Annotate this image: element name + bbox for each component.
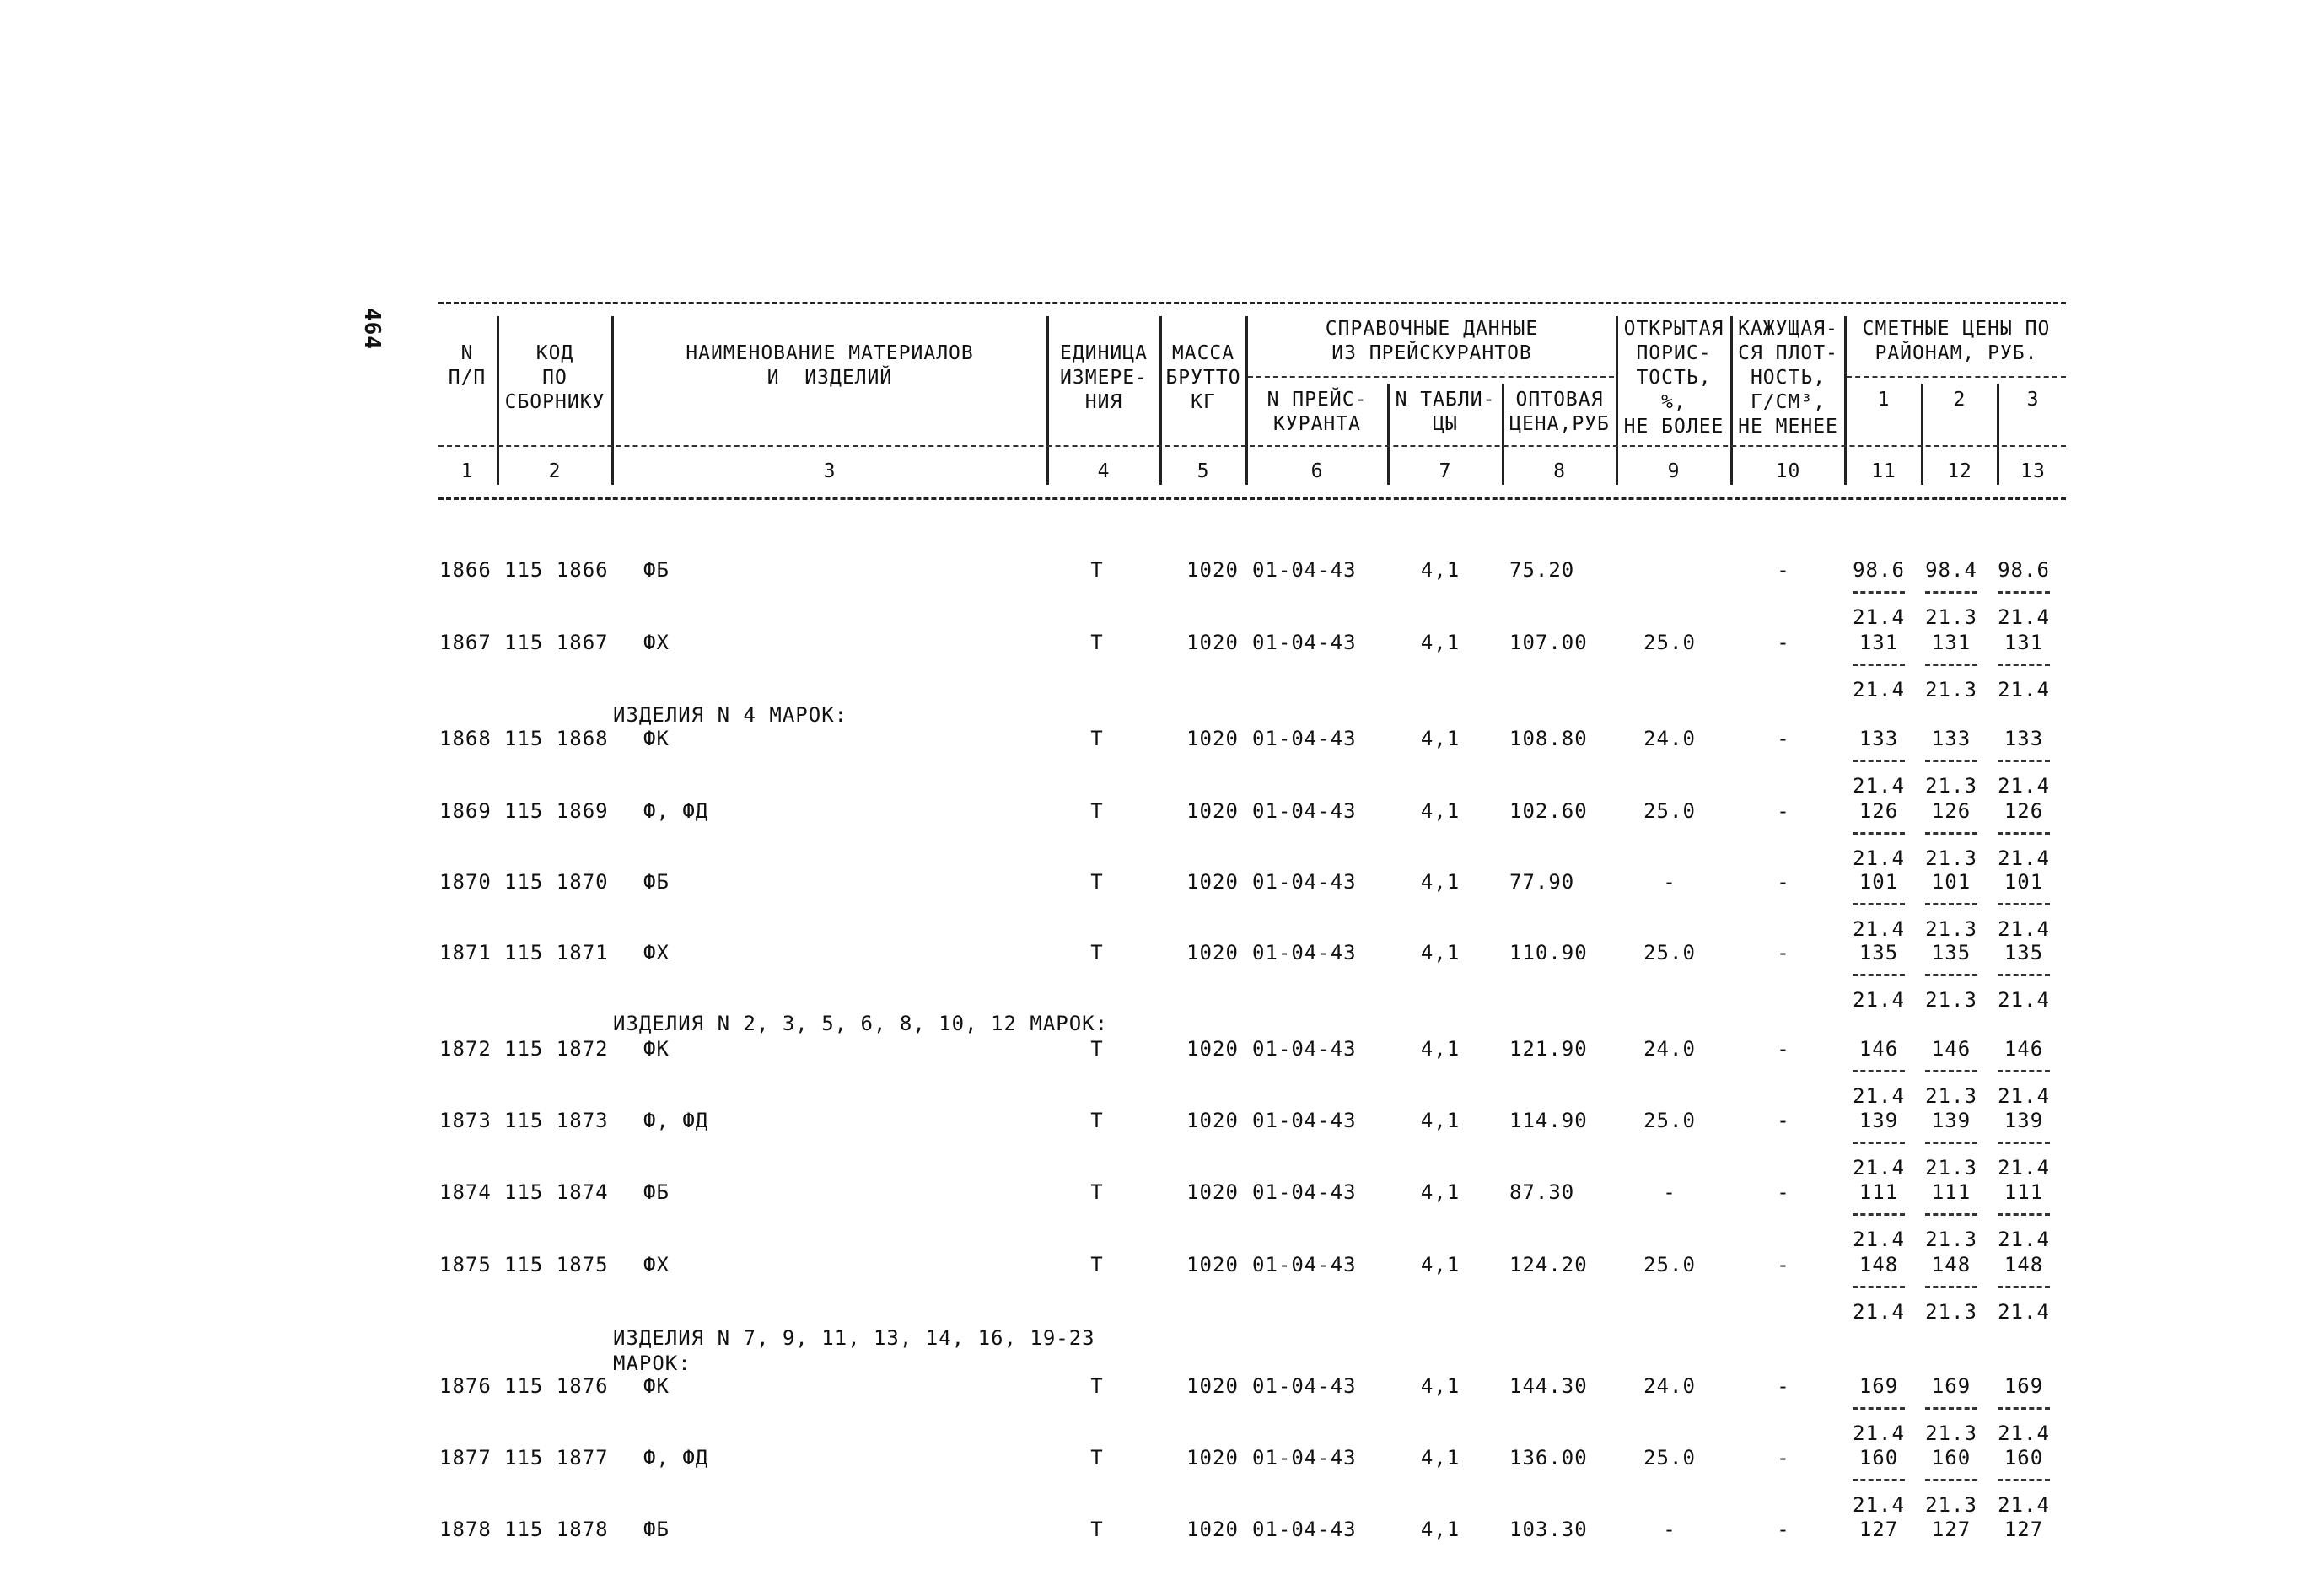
cell-por: 25.0 [1643,1446,1696,1470]
fraction-line [1853,1142,1905,1144]
cell-price: 77.90 [1509,870,1575,894]
cell-region-transport-cost: 21.4 [1853,846,1905,870]
cell-region-transport-cost: 21.4 [1853,1156,1905,1180]
fraction-line [1998,1479,2050,1481]
cell-region-price: 169 [1858,1374,1899,1398]
group-heading: ИЗДЕЛИЯ N 2, 3, 5, 6, 8, 10, 12 МАРОК: [613,1012,1109,1035]
cell-unit: Т [1090,1253,1104,1276]
fraction-line [1925,1213,1977,1216]
cell-dens: - [1777,1037,1790,1061]
cell-tab: 4,1 [1420,727,1460,750]
fraction-line [1853,591,1905,594]
cell-name: ФБ [643,1180,670,1204]
fraction-line [1925,664,1977,666]
column-number: 4 [1097,460,1111,482]
cell-mass: 1020 [1186,1518,1239,1541]
cell-region-transport-cost: 21.4 [1853,605,1905,629]
cell-tab: 4,1 [1420,631,1460,654]
cell-region-price: 169 [2004,1374,2044,1398]
cell-name: Ф, ФД [643,1446,709,1470]
header-sub-rule [438,445,2066,447]
cell-region-transport-cost: 21.3 [1925,1493,1977,1517]
cell-name: ФХ [643,941,670,965]
fraction-line [1853,903,1905,905]
cell-por: 25.0 [1643,799,1696,823]
cell-region-transport-cost: 21.4 [1853,988,1905,1012]
fraction-line [1853,1407,1905,1410]
cell-dens: - [1777,870,1790,894]
cell-region-price: 126 [1858,799,1899,823]
cell-n: 1869 [439,799,492,823]
cell-n: 1871 [439,941,492,965]
cell-region-transport-cost: 21.3 [1925,1421,1977,1445]
header-sub-rule [1248,376,1614,378]
cell-region-transport-cost: 21.4 [1998,774,2050,798]
column-number: 5 [1197,460,1210,482]
cell-region-price: 101 [1931,870,1971,894]
cell-region-price: 98.6 [1998,558,2050,582]
fraction-line [1925,832,1977,835]
column-number: 8 [1553,460,1566,482]
cell-mass: 1020 [1186,1109,1239,1132]
fraction-line [1998,664,2050,666]
cell-region-price: 139 [2004,1109,2044,1132]
fraction-line [1925,903,1977,905]
cell-region-price: 146 [1931,1037,1971,1061]
cell-region-price: 133 [2004,727,2044,750]
fraction-line [1853,1070,1905,1072]
column-number: 11 [1871,460,1896,482]
cell-tab: 4,1 [1420,1180,1460,1204]
cell-region-price: 131 [2004,631,2044,654]
cell-region-transport-cost: 21.4 [1853,1300,1905,1324]
cell-pk: 01-04-43 [1252,1180,1357,1204]
cell-n: 1875 [439,1253,492,1276]
fraction-line [1998,1286,2050,1288]
cell-tab: 4,1 [1420,799,1460,823]
cell-unit: Т [1090,1518,1104,1541]
cell-region-price: 139 [1931,1109,1971,1132]
header-porosity: ОТКРЫТАЯ ПОРИС- ТОСТЬ, %, НЕ БОЛЕЕ [1623,318,1724,438]
cell-n: 1866 [439,558,492,582]
cell-mass: 1020 [1186,1180,1239,1204]
cell-tab: 4,1 [1420,1518,1460,1541]
cell-region-transport-cost: 21.4 [1853,1228,1905,1251]
cell-dens: - [1777,799,1790,823]
cell-region-transport-cost: 21.3 [1925,1228,1977,1251]
fraction-line [1853,832,1905,835]
cell-name: Ф, ФД [643,799,709,823]
fraction-line [1853,760,1905,762]
fraction-line [1925,1407,1977,1410]
cell-name: ФК [643,727,670,750]
cell-region-transport-cost: 21.4 [1853,678,1905,701]
column-number: 2 [548,460,562,482]
column-number: 13 [2020,460,2046,482]
cell-dens: - [1777,1374,1790,1398]
cell-tab: 4,1 [1420,1374,1460,1398]
cell-por: 24.0 [1643,727,1696,750]
cell-pk: 01-04-43 [1252,1446,1357,1470]
cell-code: 115 1866 [504,558,609,582]
header-region-3: 3 [2026,389,2040,411]
cell-region-transport-cost: 21.3 [1925,678,1977,701]
cell-pk: 01-04-43 [1252,1374,1357,1398]
cell-code: 115 1870 [504,870,609,894]
cell-unit: Т [1090,631,1104,654]
cell-n: 1872 [439,1037,492,1061]
cell-tab: 4,1 [1420,1109,1460,1132]
cell-n: 1877 [439,1446,492,1470]
cell-region-transport-cost: 21.4 [1853,774,1905,798]
cell-region-transport-cost: 21.3 [1925,988,1977,1012]
cell-code: 115 1868 [504,727,609,750]
column-number: 6 [1310,460,1324,482]
cell-region-price: 131 [1931,631,1971,654]
cell-pk: 01-04-43 [1252,727,1357,750]
cell-por: 24.0 [1643,1037,1696,1061]
cell-region-transport-cost: 21.3 [1925,917,1977,941]
cell-region-transport-cost: 21.4 [1998,1084,2050,1108]
cell-n: 1867 [439,631,492,654]
cell-price: 102.60 [1509,799,1588,823]
cell-pk: 01-04-43 [1252,941,1357,965]
cell-code: 115 1874 [504,1180,609,1204]
cell-mass: 1020 [1186,941,1239,965]
header-reference-group: СПРАВОЧНЫЕ ДАННЫЕ ИЗ ПРЕЙСКУРАНТОВ [1325,318,1539,364]
cell-region-price: 101 [2004,870,2044,894]
cell-price: 121.90 [1509,1037,1588,1061]
cell-por: - [1663,870,1676,894]
cell-unit: Т [1090,558,1104,582]
fraction-line [1853,1213,1905,1216]
cell-mass: 1020 [1186,727,1239,750]
header-number: N П/П [448,342,487,389]
cell-region-transport-cost: 21.4 [1998,605,2050,629]
cell-por: - [1663,1518,1676,1541]
cell-region-transport-cost: 21.3 [1925,1156,1977,1180]
cell-region-transport-cost: 21.4 [1998,988,2050,1012]
cell-region-price: 98.6 [1853,558,1905,582]
cell-unit: Т [1090,1374,1104,1398]
fraction-line [1925,1142,1977,1144]
cell-region-transport-cost: 21.4 [1998,917,2050,941]
cell-region-price: 111 [1858,1180,1899,1204]
cell-mass: 1020 [1186,870,1239,894]
cell-region-price: 111 [1931,1180,1971,1204]
header-region-1: 1 [1877,389,1891,411]
cell-region-transport-cost: 21.4 [1998,1421,2050,1445]
cell-unit: Т [1090,1180,1104,1204]
header-code: КОД ПО СБОРНИКУ [504,342,605,413]
cell-price: 103.30 [1509,1518,1588,1541]
cell-code: 115 1873 [504,1109,609,1132]
cell-region-price: 111 [2004,1180,2044,1204]
header-pricelist-number: N ПРЕЙС- КУРАНТА [1267,389,1368,435]
cell-dens: - [1777,1109,1790,1132]
cell-n: 1868 [439,727,492,750]
header-mass: МАССА БРУТТО КГ [1165,342,1241,413]
cell-region-price: 139 [1858,1109,1899,1132]
column-number: 1 [460,460,474,482]
cell-name: ФХ [643,631,670,654]
fraction-line [1998,591,2050,594]
fraction-line [1998,1213,2050,1216]
cell-region-transport-cost: 21.4 [1998,678,2050,701]
cell-dens: - [1777,1253,1790,1276]
header-name: НАИМЕНОВАНИЕ МАТЕРИАЛОВ И ИЗДЕЛИЙ [686,342,974,389]
cell-region-price: 160 [1858,1446,1899,1470]
cell-region-transport-cost: 21.4 [1853,1084,1905,1108]
cell-region-price: 160 [2004,1446,2044,1470]
fraction-line [1998,1070,2050,1072]
cell-pk: 01-04-43 [1252,631,1357,654]
page-number: 464 [359,308,385,350]
cell-mass: 1020 [1186,1446,1239,1470]
cell-region-transport-cost: 21.4 [1998,1493,2050,1517]
cell-region-transport-cost: 21.4 [1853,1421,1905,1445]
cell-por: 25.0 [1643,1109,1696,1132]
cell-tab: 4,1 [1420,870,1460,894]
cell-n: 1874 [439,1180,492,1204]
cell-region-price: 131 [1858,631,1899,654]
cell-dens: - [1777,1446,1790,1470]
cell-region-transport-cost: 21.3 [1925,1300,1977,1324]
fraction-line [1998,760,2050,762]
cell-region-transport-cost: 21.4 [1853,917,1905,941]
cell-mass: 1020 [1186,1374,1239,1398]
header-top-rule [438,302,2066,304]
cell-tab: 4,1 [1420,1037,1460,1061]
cell-region-price: 127 [2004,1518,2044,1541]
cell-region-price: 160 [1931,1446,1971,1470]
cell-region-price: 148 [1931,1253,1971,1276]
cell-region-transport-cost: 21.4 [1998,1228,2050,1251]
fraction-line [1925,974,1977,976]
cell-code: 115 1876 [504,1374,609,1398]
cell-name: ФБ [643,870,670,894]
cell-mass: 1020 [1186,631,1239,654]
cell-name: ФК [643,1374,670,1398]
cell-tab: 4,1 [1420,941,1460,965]
cell-pk: 01-04-43 [1252,799,1357,823]
cell-por: - [1663,1180,1676,1204]
cell-region-transport-cost: 21.4 [1998,1156,2050,1180]
cell-price: 87.30 [1509,1180,1575,1204]
fraction-line [1998,1142,2050,1144]
column-number: 10 [1775,460,1801,482]
cell-region-transport-cost: 21.3 [1925,846,1977,870]
column-number: 3 [823,460,836,482]
header-unit: ЕДИНИЦА ИЗМЕРЕ- НИЯ [1060,342,1148,413]
cell-region-transport-cost: 21.4 [1998,846,2050,870]
cell-code: 115 1878 [504,1518,609,1541]
fraction-line [1925,1286,1977,1288]
cell-dens: - [1777,1518,1790,1541]
cell-por: 24.0 [1643,1374,1696,1398]
fraction-line [1925,1479,1977,1481]
cell-region-price: 127 [1858,1518,1899,1541]
fraction-line [1853,1479,1905,1481]
cell-region-price: 133 [1858,727,1899,750]
cell-region-price: 133 [1931,727,1971,750]
column-number: 7 [1439,460,1452,482]
cell-pk: 01-04-43 [1252,1109,1357,1132]
cell-region-transport-cost: 21.3 [1925,774,1977,798]
cell-region-price: 127 [1931,1518,1971,1541]
cell-region-transport-cost: 21.4 [1853,1493,1905,1517]
cell-unit: Т [1090,1037,1104,1061]
cell-price: 114.90 [1509,1109,1588,1132]
cell-n: 1878 [439,1518,492,1541]
cell-code: 115 1867 [504,631,609,654]
cell-name: ФК [643,1037,670,1061]
cell-name: ФБ [643,1518,670,1541]
cell-mass: 1020 [1186,799,1239,823]
cell-region-price: 126 [2004,799,2044,823]
cell-price: 110.90 [1509,941,1588,965]
column-number: 9 [1667,460,1681,482]
cell-region-transport-cost: 21.4 [1998,1300,2050,1324]
cell-dens: - [1777,941,1790,965]
header-density: КАЖУЩАЯ- СЯ ПЛОТ- НОСТЬ, Г/СМ³, НЕ МЕНЕЕ [1738,318,1838,438]
cell-unit: Т [1090,1446,1104,1470]
fraction-line [1998,903,2050,905]
fraction-line [1853,1286,1905,1288]
fraction-line [1853,664,1905,666]
cell-price: 144.30 [1509,1374,1588,1398]
fraction-line [1998,974,2050,976]
cell-dens: - [1777,727,1790,750]
fraction-line [1925,591,1977,594]
group-heading: ИЗДЕЛИЯ N 7, 9, 11, 13, 14, 16, 19-23 МАРОК: [613,1326,1095,1375]
cell-region-price: 126 [1931,799,1971,823]
cell-mass: 1020 [1186,558,1239,582]
cell-region-transport-cost: 21.3 [1925,1084,1977,1108]
cell-price: 107.00 [1509,631,1588,654]
cell-por: 25.0 [1643,941,1696,965]
cell-price: 124.20 [1509,1253,1588,1276]
cell-unit: Т [1090,727,1104,750]
cell-tab: 4,1 [1420,1253,1460,1276]
column-number: 12 [1947,460,1972,482]
cell-n: 1870 [439,870,492,894]
cell-pk: 01-04-43 [1252,558,1357,582]
cell-name: Ф, ФД [643,1109,709,1132]
cell-n: 1876 [439,1374,492,1398]
cell-unit: Т [1090,941,1104,965]
fraction-line [1998,832,2050,835]
cell-por: 25.0 [1643,631,1696,654]
cell-code: 115 1877 [504,1446,609,1470]
cell-unit: Т [1090,1109,1104,1132]
cell-unit: Т [1090,870,1104,894]
cell-tab: 4,1 [1420,1446,1460,1470]
header-table-number: N ТАБЛИ- ЦЫ [1395,389,1496,435]
cell-region-transport-cost: 21.3 [1925,605,1977,629]
cell-region-price: 148 [1858,1253,1899,1276]
cell-n: 1873 [439,1109,492,1132]
cell-code: 115 1875 [504,1253,609,1276]
header-region-2: 2 [1953,389,1966,411]
fraction-line [1925,760,1977,762]
header-price-group: СМЕТНЫЕ ЦЕНЫ ПО РАЙОНАМ, РУБ. [1862,318,2051,364]
header-sub-rule [1847,376,2066,378]
cell-region-price: 146 [1858,1037,1899,1061]
cell-region-price: 135 [2004,941,2044,965]
cell-region-price: 169 [1931,1374,1971,1398]
header-wholesale-price: ОПТОВАЯ ЦЕНА,РУБ [1509,389,1610,435]
cell-pk: 01-04-43 [1252,1518,1357,1541]
cell-dens: - [1777,558,1790,582]
cell-dens: - [1777,1180,1790,1204]
header-bottom-rule [438,497,2066,500]
cell-unit: Т [1090,799,1104,823]
cell-dens: - [1777,631,1790,654]
fraction-line [1998,1407,2050,1410]
cell-region-price: 148 [2004,1253,2044,1276]
cell-por: 25.0 [1643,1253,1696,1276]
cell-region-price: 101 [1858,870,1899,894]
cell-mass: 1020 [1186,1037,1239,1061]
cell-name: ФБ [643,558,670,582]
fraction-line [1853,974,1905,976]
fraction-line [1925,1070,1977,1072]
cell-price: 108.80 [1509,727,1588,750]
cell-mass: 1020 [1186,1253,1239,1276]
cell-region-price: 135 [1931,941,1971,965]
cell-price: 136.00 [1509,1446,1588,1470]
cell-pk: 01-04-43 [1252,1253,1357,1276]
cell-region-price: 98.4 [1925,558,1977,582]
cell-name: ФХ [643,1253,670,1276]
cell-code: 115 1869 [504,799,609,823]
cell-code: 115 1872 [504,1037,609,1061]
cell-region-price: 146 [2004,1037,2044,1061]
cell-price: 75.20 [1509,558,1575,582]
cell-region-price: 135 [1858,941,1899,965]
cell-pk: 01-04-43 [1252,870,1357,894]
cell-code: 115 1871 [504,941,609,965]
cell-tab: 4,1 [1420,558,1460,582]
group-heading: ИЗДЕЛИЯ N 4 МАРОК: [613,703,848,727]
cell-pk: 01-04-43 [1252,1037,1357,1061]
